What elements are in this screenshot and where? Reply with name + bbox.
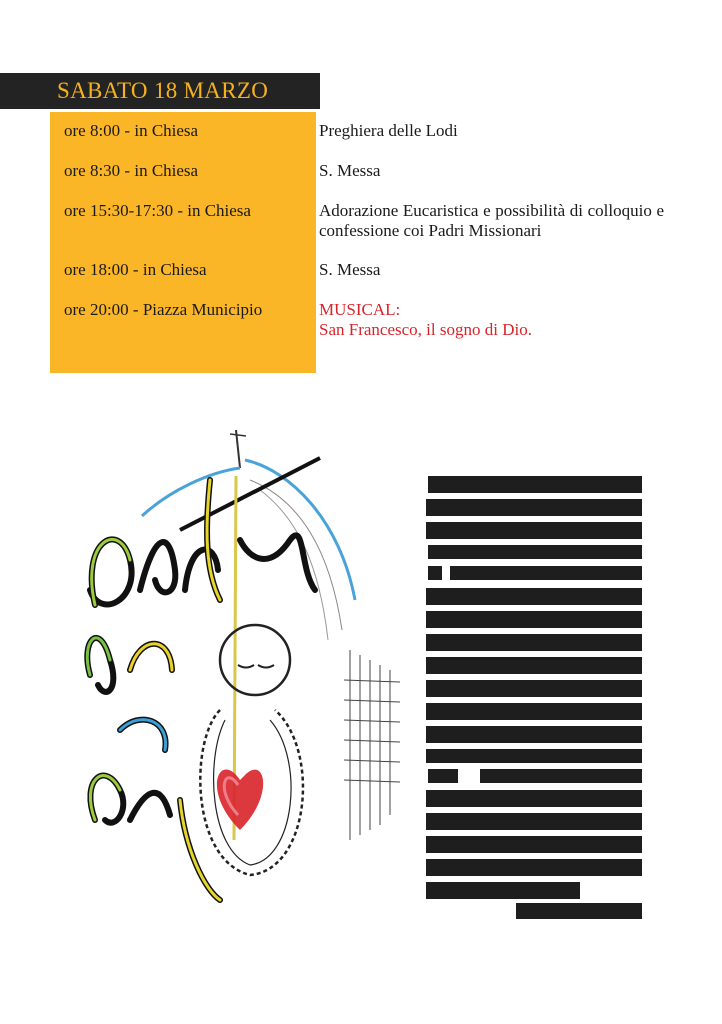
schedule-time: ore 20:00 - Piazza Municipio — [64, 300, 263, 319]
redaction-bar — [426, 680, 642, 697]
logo-illustration — [60, 420, 405, 910]
schedule-time: ore 8:30 - in Chiesa — [64, 161, 199, 180]
musical-title: San Francesco, il sogno di Dio. — [319, 320, 532, 339]
redaction-bar — [428, 545, 642, 559]
redaction-bar — [426, 749, 642, 763]
redaction-bar — [426, 726, 642, 743]
schedule-time: ore 8:00 - in Chiesa — [64, 121, 199, 140]
schedule-event: Adorazione Eucaristica e possibilità di colloquio e confessione coi Padri Missionari — [319, 201, 664, 240]
redaction-bar — [426, 522, 642, 539]
schedule-time: ore 15:30-17:30 - in Chiesa — [64, 201, 251, 220]
musical-label: MUSICAL: — [319, 300, 401, 319]
redaction-bar — [450, 566, 642, 580]
date-header — [0, 73, 320, 109]
redaction-bar — [426, 836, 642, 853]
redaction-bar — [426, 588, 642, 605]
redaction-bar — [426, 859, 642, 876]
redaction-bar — [426, 703, 642, 720]
redaction-bar — [428, 476, 642, 493]
redaction-bar — [426, 813, 642, 830]
redaction-bar — [428, 769, 458, 783]
redaction-bar — [426, 499, 642, 516]
schedule-event: Preghiera delle Lodi — [319, 121, 458, 140]
redaction-bar — [480, 769, 642, 783]
redaction-bar — [426, 657, 642, 674]
redaction-bar — [426, 882, 580, 899]
date-title: SABATO 18 MARZO — [57, 78, 269, 103]
schedule-time-panel — [50, 112, 316, 373]
redaction-bar — [426, 611, 642, 628]
ascolta-logo — [60, 420, 405, 910]
schedule-time: ore 18:00 - in Chiesa — [64, 260, 207, 279]
schedule-event: S. Messa — [319, 161, 381, 180]
redaction-bar — [516, 903, 642, 919]
redaction-bar — [426, 790, 642, 807]
redaction-bar — [426, 634, 642, 651]
schedule-event: S. Messa — [319, 260, 381, 279]
redaction-bar — [428, 566, 442, 580]
